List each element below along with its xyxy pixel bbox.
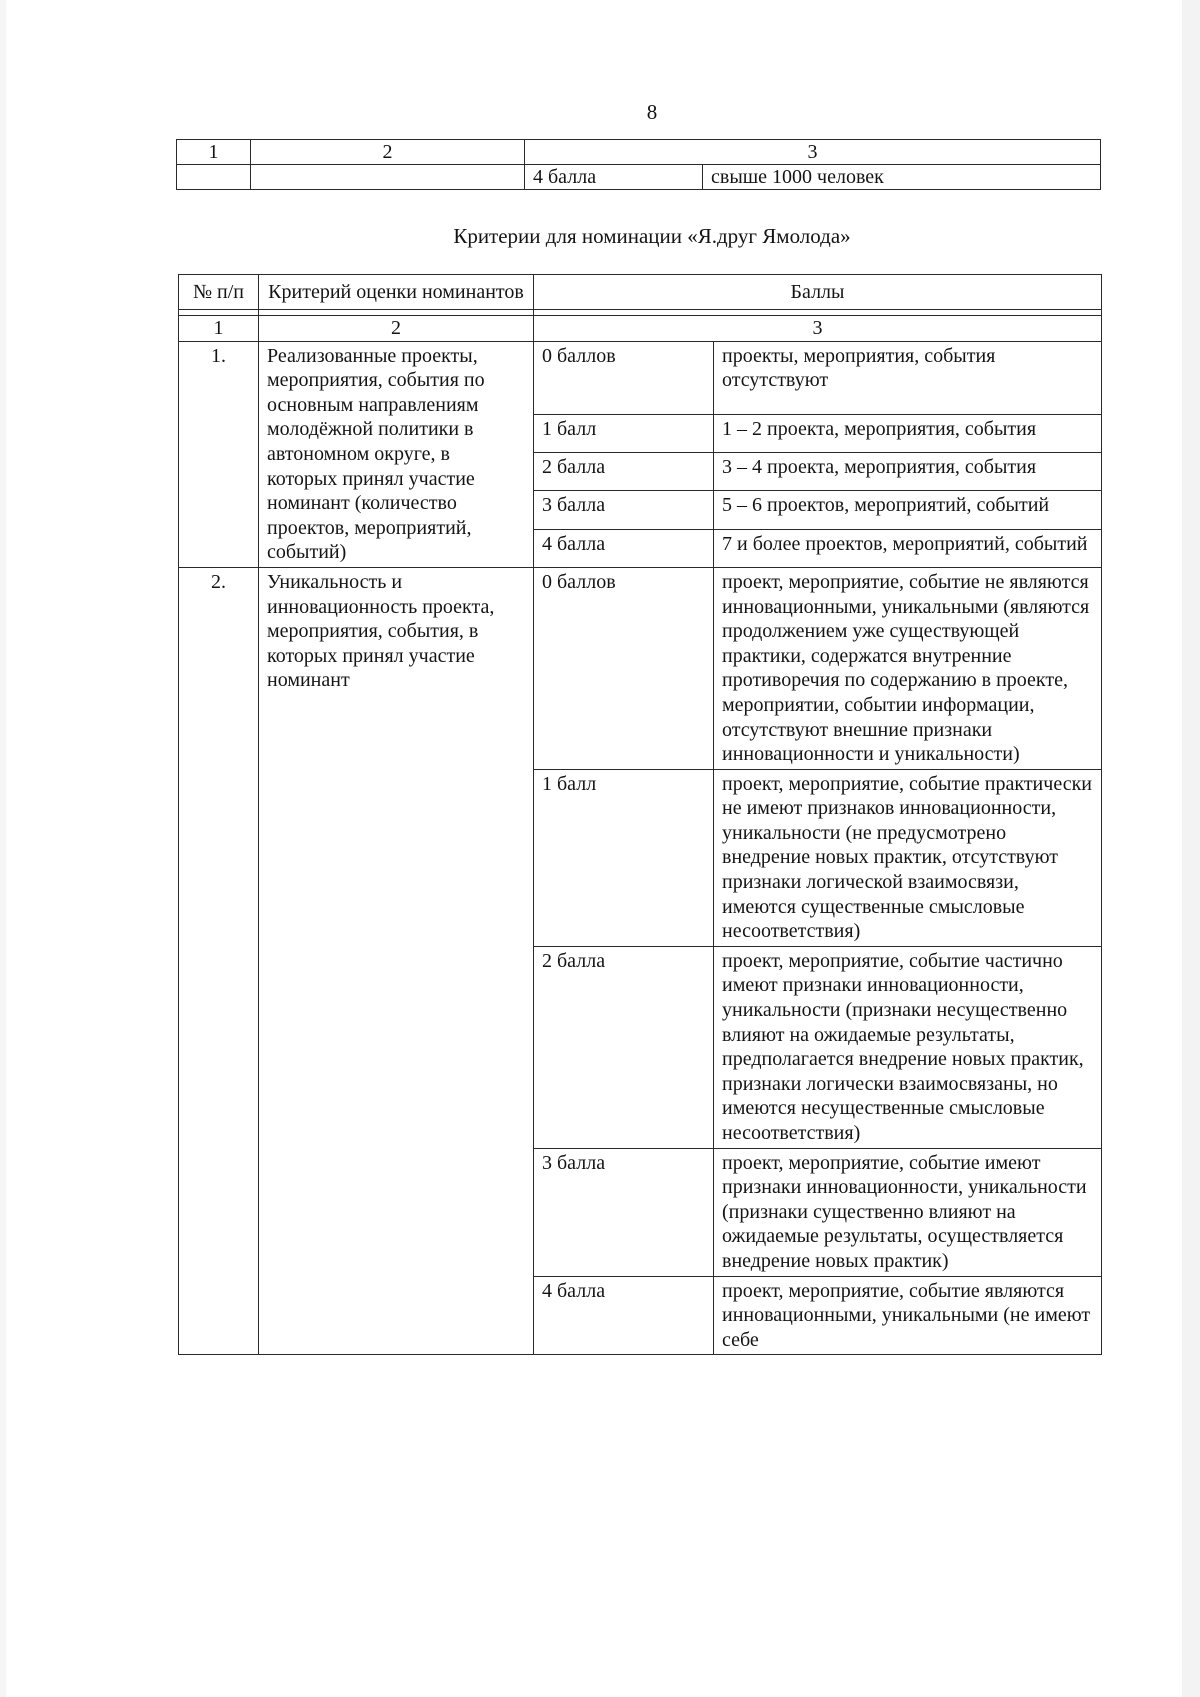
score-points: 3 балла bbox=[534, 1148, 714, 1276]
scan-edge-left bbox=[0, 0, 6, 1697]
criteria-table bbox=[178, 274, 1102, 1355]
criterion-num: 1. bbox=[179, 341, 259, 567]
points-cell: 4 балла bbox=[525, 165, 703, 190]
scan-edge-right bbox=[1182, 0, 1200, 1697]
score-points: 0 баллов bbox=[534, 567, 714, 769]
table-header-row bbox=[177, 140, 1101, 165]
criterion-text: Уникальность и инновационность проекта, мероприятия, события, в которых принял участие номинант bbox=[259, 567, 534, 1354]
section-title: Критерии для номинации «Я.друг Ямолода» bbox=[453, 224, 851, 248]
table-row bbox=[179, 567, 1102, 769]
score-points: 0 баллов bbox=[534, 341, 714, 414]
continuation-table bbox=[176, 139, 1101, 190]
num-cell bbox=[177, 165, 251, 190]
header-criterion: Критерий оценки номинантов bbox=[259, 275, 534, 310]
header-num: № п/п bbox=[179, 275, 259, 310]
column-number-2: 2 bbox=[259, 315, 534, 341]
score-description: 7 и более проектов, мероприятий, событий bbox=[714, 529, 1102, 567]
score-points: 2 балла bbox=[534, 946, 714, 1148]
score-points: 1 балл bbox=[534, 769, 714, 946]
score-description: 1 – 2 проекта, мероприятия, события bbox=[714, 414, 1102, 452]
column-numbers-row bbox=[179, 315, 1102, 341]
table-row bbox=[177, 165, 1101, 190]
score-points: 4 балла bbox=[534, 1276, 714, 1355]
table-header-row bbox=[179, 275, 1102, 310]
score-description: проект, мероприятие, событие имеют признаки инновационности, уникальности (признаки существенно влияют на ожидаемые результаты, осуществляется внедрение новых практик) bbox=[714, 1148, 1102, 1276]
column-number-2: 2 bbox=[251, 140, 525, 165]
score-points: 2 балла bbox=[534, 452, 714, 490]
score-points: 1 балл bbox=[534, 414, 714, 452]
score-description: проект, мероприятие, событие частично имеют признаки инновационности, уникальности (признаки несущественно влияют на ожидаемые результаты, предполагается внедрение новых практик, признаки логически взаимосвязаны, но имеются несущественные смысловые несоответствия) bbox=[714, 946, 1102, 1148]
score-points: 3 балла bbox=[534, 491, 714, 529]
header-score: Баллы bbox=[534, 275, 1102, 310]
score-description: 3 – 4 проекта, мероприятия, события bbox=[714, 452, 1102, 490]
description-cell: свыше 1000 человек bbox=[703, 165, 1101, 190]
column-number-1: 1 bbox=[177, 140, 251, 165]
score-description: проекты, мероприятия, события отсутствуют bbox=[714, 341, 1102, 414]
score-points: 4 балла bbox=[534, 529, 714, 567]
column-number-3: 3 bbox=[534, 315, 1102, 341]
table-row bbox=[179, 341, 1102, 414]
column-number-3: 3 bbox=[525, 140, 1101, 165]
score-description: проект, мероприятие, событие являются инновационными, уникальными (не имеют себе bbox=[714, 1276, 1102, 1355]
criterion-cell bbox=[251, 165, 525, 190]
score-description: 5 – 6 проектов, мероприятий, событий bbox=[714, 491, 1102, 529]
criterion-text: Реализованные проекты, мероприятия, события по основным направлениям молодёжной политики в автономном округе, в которых принял участие номинант (количество проектов, мероприятий, событий) bbox=[259, 341, 534, 567]
column-number-1: 1 bbox=[179, 315, 259, 341]
criterion-num: 2. bbox=[179, 567, 259, 1354]
page-number: 8 bbox=[646, 100, 658, 124]
score-description: проект, мероприятие, событие не являются инновационными, уникальными (являются продолжением уже существующей практики, содержатся внутренние противоречия по содержанию в проекте, мероприятии, событии информации, отсутствуют внешние признаки инновационности и уникальности) bbox=[714, 567, 1102, 769]
score-description: проект, мероприятие, событие практически не имеют признаков инновационности, уникальности (не предусмотрено внедрение новых практик, отсутствуют признаки логической взаимосвязи, имеются существенные смысловые несоответствия) bbox=[714, 769, 1102, 946]
